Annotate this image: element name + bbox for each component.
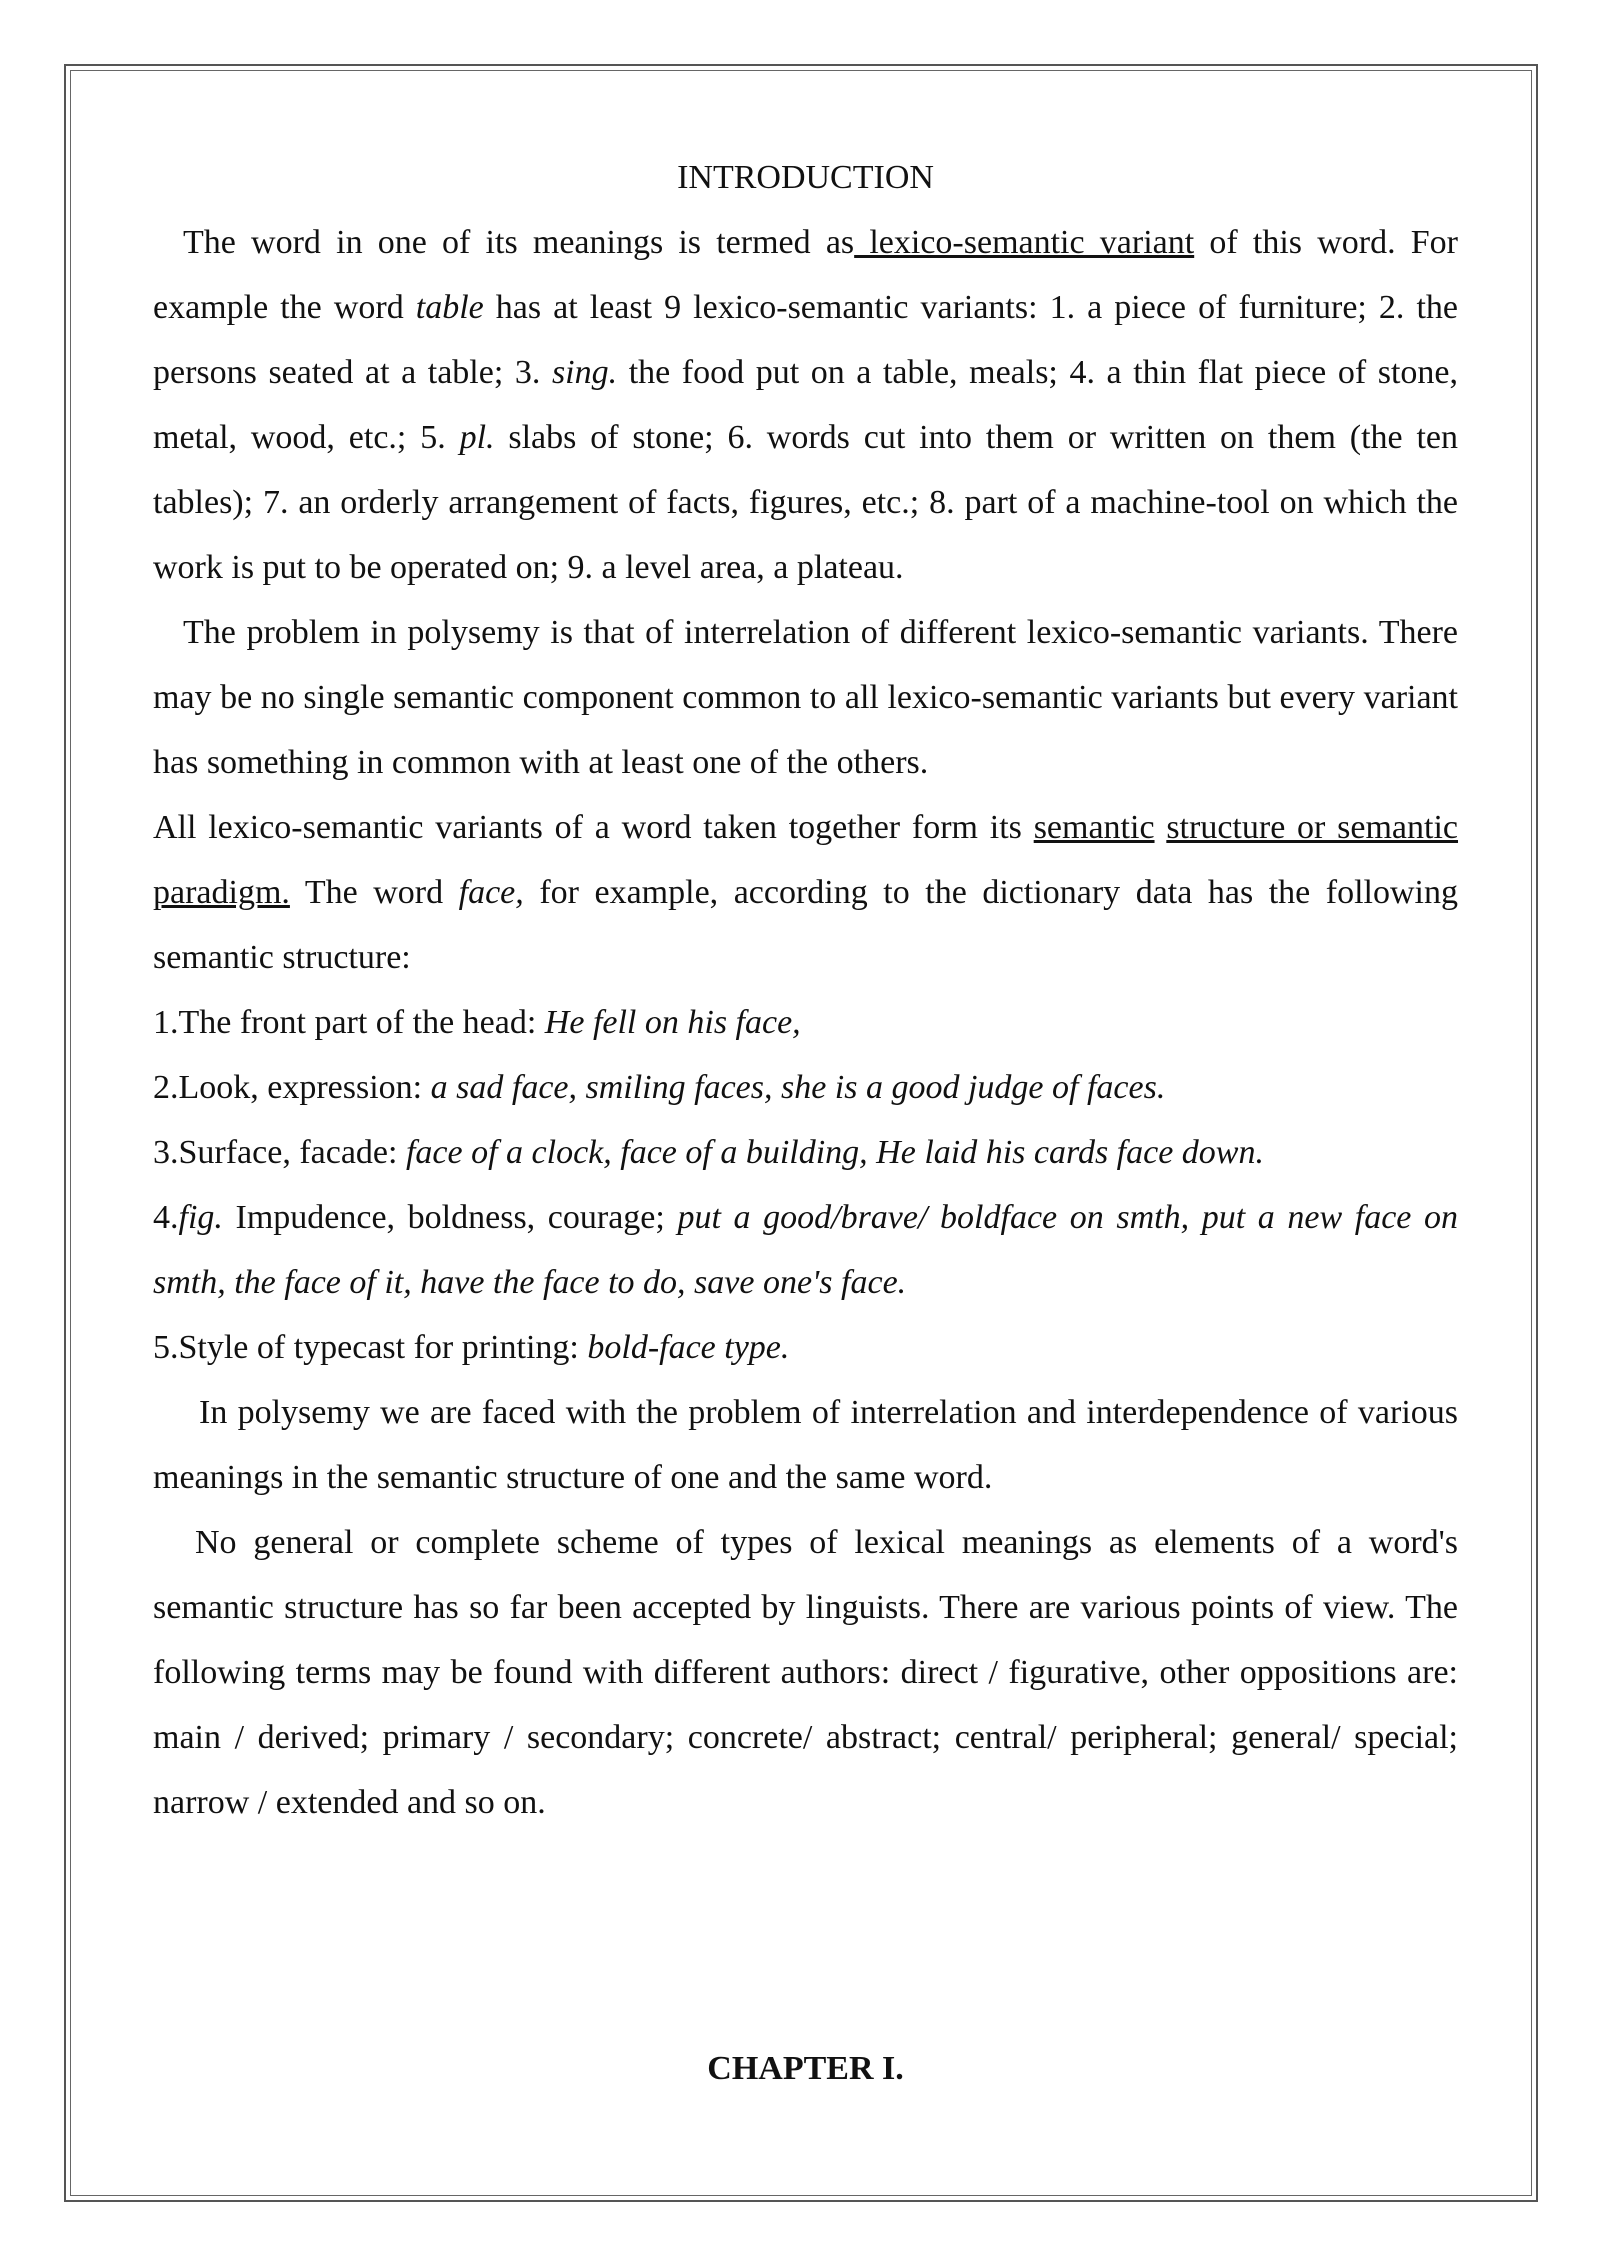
abbrev-pl: pl. bbox=[459, 419, 495, 456]
text-run: slabs of stone; 6. words cut into them or written on them (the ten tables); 7. an orderly arrangement of facts, figures, etc.; 8. part of a machine-tool on which the work is put to be operated on; 9. a level area, a plateau. bbox=[153, 419, 1458, 586]
list-number: 3. bbox=[153, 1134, 179, 1171]
example-word-face: face, bbox=[458, 874, 524, 911]
list-example: He fell on his face, bbox=[544, 1004, 801, 1041]
list-number: 1. bbox=[153, 1004, 179, 1041]
list-number: 2. bbox=[153, 1069, 179, 1106]
text-run: of this word. For example the word bbox=[153, 224, 1459, 326]
abbrev-sing: sing. bbox=[551, 354, 618, 391]
list-item bbox=[153, 1185, 1458, 1315]
list-number: 5. bbox=[153, 1329, 179, 1366]
section-heading: INTRODUCTION bbox=[677, 159, 934, 196]
list-label: Look, expression: bbox=[178, 1069, 431, 1106]
example-word-table: table bbox=[415, 289, 484, 326]
list-item bbox=[153, 1315, 1458, 1380]
chapter-title: CHAPTER I. bbox=[707, 2050, 904, 2087]
list-item bbox=[153, 1055, 1458, 1120]
text-run: the food put on a table, meals; 4. a thin flat piece of stone, metal, wood, etc.; 5. bbox=[153, 354, 1458, 456]
list-label: The front part of the head: bbox=[178, 1004, 545, 1041]
paragraph-semantic-structure bbox=[153, 795, 1458, 990]
list-label: Impudence, boldness, courage; bbox=[222, 1199, 678, 1236]
text-run: All lexico-semantic variants of a word taken together form its bbox=[153, 809, 1034, 846]
list-example: put a good/brave/ boldface on smth, put a new face on smth, the face of it, have the face to do, save one's face. bbox=[153, 1199, 1458, 1301]
term-semantic: semantic bbox=[1033, 809, 1155, 846]
text-run: The word in one of its meanings is termed as bbox=[183, 224, 855, 261]
list-label: Style of typecast for printing: bbox=[178, 1329, 588, 1366]
paragraph-polysemy-problem: The problem in polysemy is that of interrelation of different lexico-semantic variants. There may be no single semantic component common to all lexico-semantic variants but every variant has something in common with at least one of the others. bbox=[153, 614, 1458, 781]
list-item bbox=[153, 1120, 1458, 1185]
paragraph-meaning-types: No general or complete scheme of types of lexical meanings as elements of a word's semantic structure has so far been accepted by linguists. There are various points of view. The following terms may be found with different authors: direct / figurative, other oppositions are: main / derived; primary / secondary; concrete/ abstract; central/ peripheral; general/ special; narrow / extended and so on. bbox=[153, 1524, 1458, 1821]
list-item bbox=[153, 990, 1458, 1055]
text-run bbox=[1155, 809, 1167, 846]
term-lexico-semantic-variant: lexico-semantic variant bbox=[854, 224, 1195, 261]
list-example: bold-face type. bbox=[587, 1329, 790, 1366]
abbrev-fig: fig. bbox=[178, 1199, 223, 1236]
document-body bbox=[153, 145, 1458, 1835]
paragraph-interrelation: In polysemy we are faced with the problem of interrelation and interdependence of various meanings in the semantic structure of one and the same word. bbox=[153, 1394, 1458, 1496]
paragraph-lsv bbox=[153, 210, 1458, 600]
text-run: The word bbox=[289, 874, 459, 911]
term-semantic-paradigm: structure or semantic paradigm. bbox=[153, 809, 1459, 911]
list-example: face of a clock, face of a building, He laid his cards face down. bbox=[405, 1134, 1264, 1171]
text-run: for example, according to the dictionary data has the following semantic structure: bbox=[153, 874, 1458, 976]
text-run: has at least 9 lexico-semantic variants: 1. a piece of furniture; 2. the persons seated at a table; 3. bbox=[153, 289, 1459, 391]
list-example: a sad face, smiling faces, she is a good judge of faces. bbox=[430, 1069, 1166, 1106]
list-label: Surface, facade: bbox=[178, 1134, 406, 1171]
list-number: 4. bbox=[153, 1199, 179, 1236]
